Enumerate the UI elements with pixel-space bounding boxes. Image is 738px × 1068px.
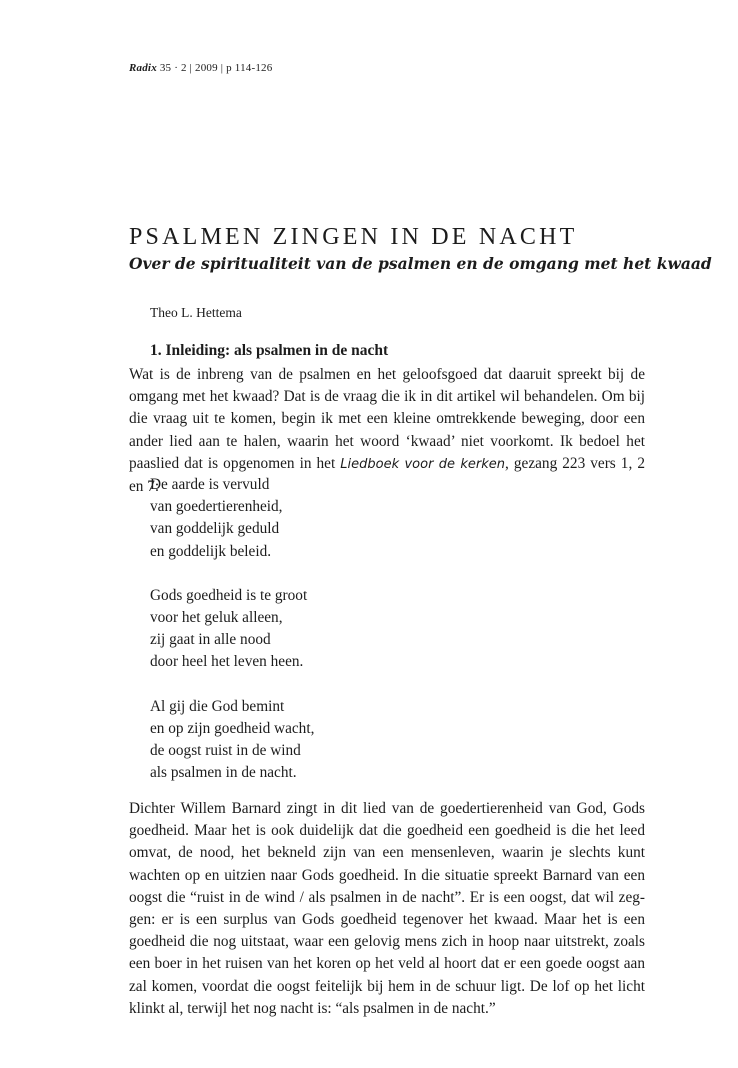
journal-name: Radix <box>129 62 157 74</box>
article-title: PSALMEN ZINGEN IN DE NACHT <box>129 224 578 250</box>
poem-stanza <box>150 585 314 674</box>
poem-line: van goedertierenheid, <box>150 498 283 516</box>
poem-line: voor het geluk alleen, <box>150 609 283 627</box>
running-head <box>129 62 272 74</box>
article-subtitle: Over de spiritualiteit van de psalmen en de omgang met het kwaad <box>129 254 712 273</box>
poem-line: als psalmen in de nacht. <box>150 764 297 782</box>
poem <box>150 474 314 806</box>
poem-line: en goddelijk beleid. <box>150 542 272 560</box>
poem-line: De aarde is vervuld <box>150 476 270 493</box>
poem-stanza <box>150 474 314 563</box>
citation: 35 · 2 | 2009 | p 114-126 <box>159 62 273 74</box>
poem-line: van goddelijk geduld <box>150 520 280 538</box>
poem-stanza <box>150 696 314 785</box>
author-name: Theo L. Hettema <box>150 305 242 320</box>
poem-line: Al gij die God bemint <box>150 697 285 715</box>
section-heading: 1. Inleiding: als psalmen in de nacht <box>150 342 389 359</box>
poem-line: de oogst ruist in de wind <box>150 742 301 760</box>
book-title: Liedboek voor de kerken <box>340 456 506 472</box>
poem-line: en op zijn goedheid wacht, <box>150 719 315 737</box>
body-paragraph: Dichter Willem Barnard zingt in dit lied van de goedertierenheid van God, Gods goedheid. Maar het is ook duidelijk dat die goedheid een goedheid is die het leed omvat, de nood, het bekneld zijn van een mensenleven, waarin je slechts kunt wachten op en uitzien naar Gods goedheid. In die situatie spreekt Barnard van een oogst die “ruist in de wind / als psalmen in de nacht”. Er is een oogst, dat wil zeg-gen: er is een surplus van Gods goedheid tegenover het kwaad. Maar het is een goedheid die nog uitstaat, waar een gelovig mens zich in hoop naar uitstrekt, zoals een boer in het ruisen van het koren op het veld al hoort dat er een goede oogst aan zal komen, voordat die oogst feitelijk bij hem in de schuur ligt. De lof op het licht klinkt al, terwijl het nog nacht is: “als psalmen in de nacht.” <box>129 800 645 1017</box>
poem-line: Gods goedheid is te groot <box>150 586 308 604</box>
intro-text-after: , gezang 223 vers 1, 2 en 7: <box>129 454 645 496</box>
intro-text-before: Wat is de inbreng van de psalmen en het geloofsgoed dat daaruit spreekt bij de omgang met het kwaad? Dat is de vraag die ik in dit artikel wil behandelen. Om bij die vraag uit te komen, begin ik met een kleine omtrekkende beweging, door een ander lied aan te halen, waarin het woord ‘kwaad’ niet voorkomt. Ik bedoel het paaslied dat is opgenomen in het <box>129 366 645 472</box>
poem-line: zij gaat in alle nood <box>150 631 271 649</box>
poem-line: door heel het leven heen. <box>150 653 304 671</box>
